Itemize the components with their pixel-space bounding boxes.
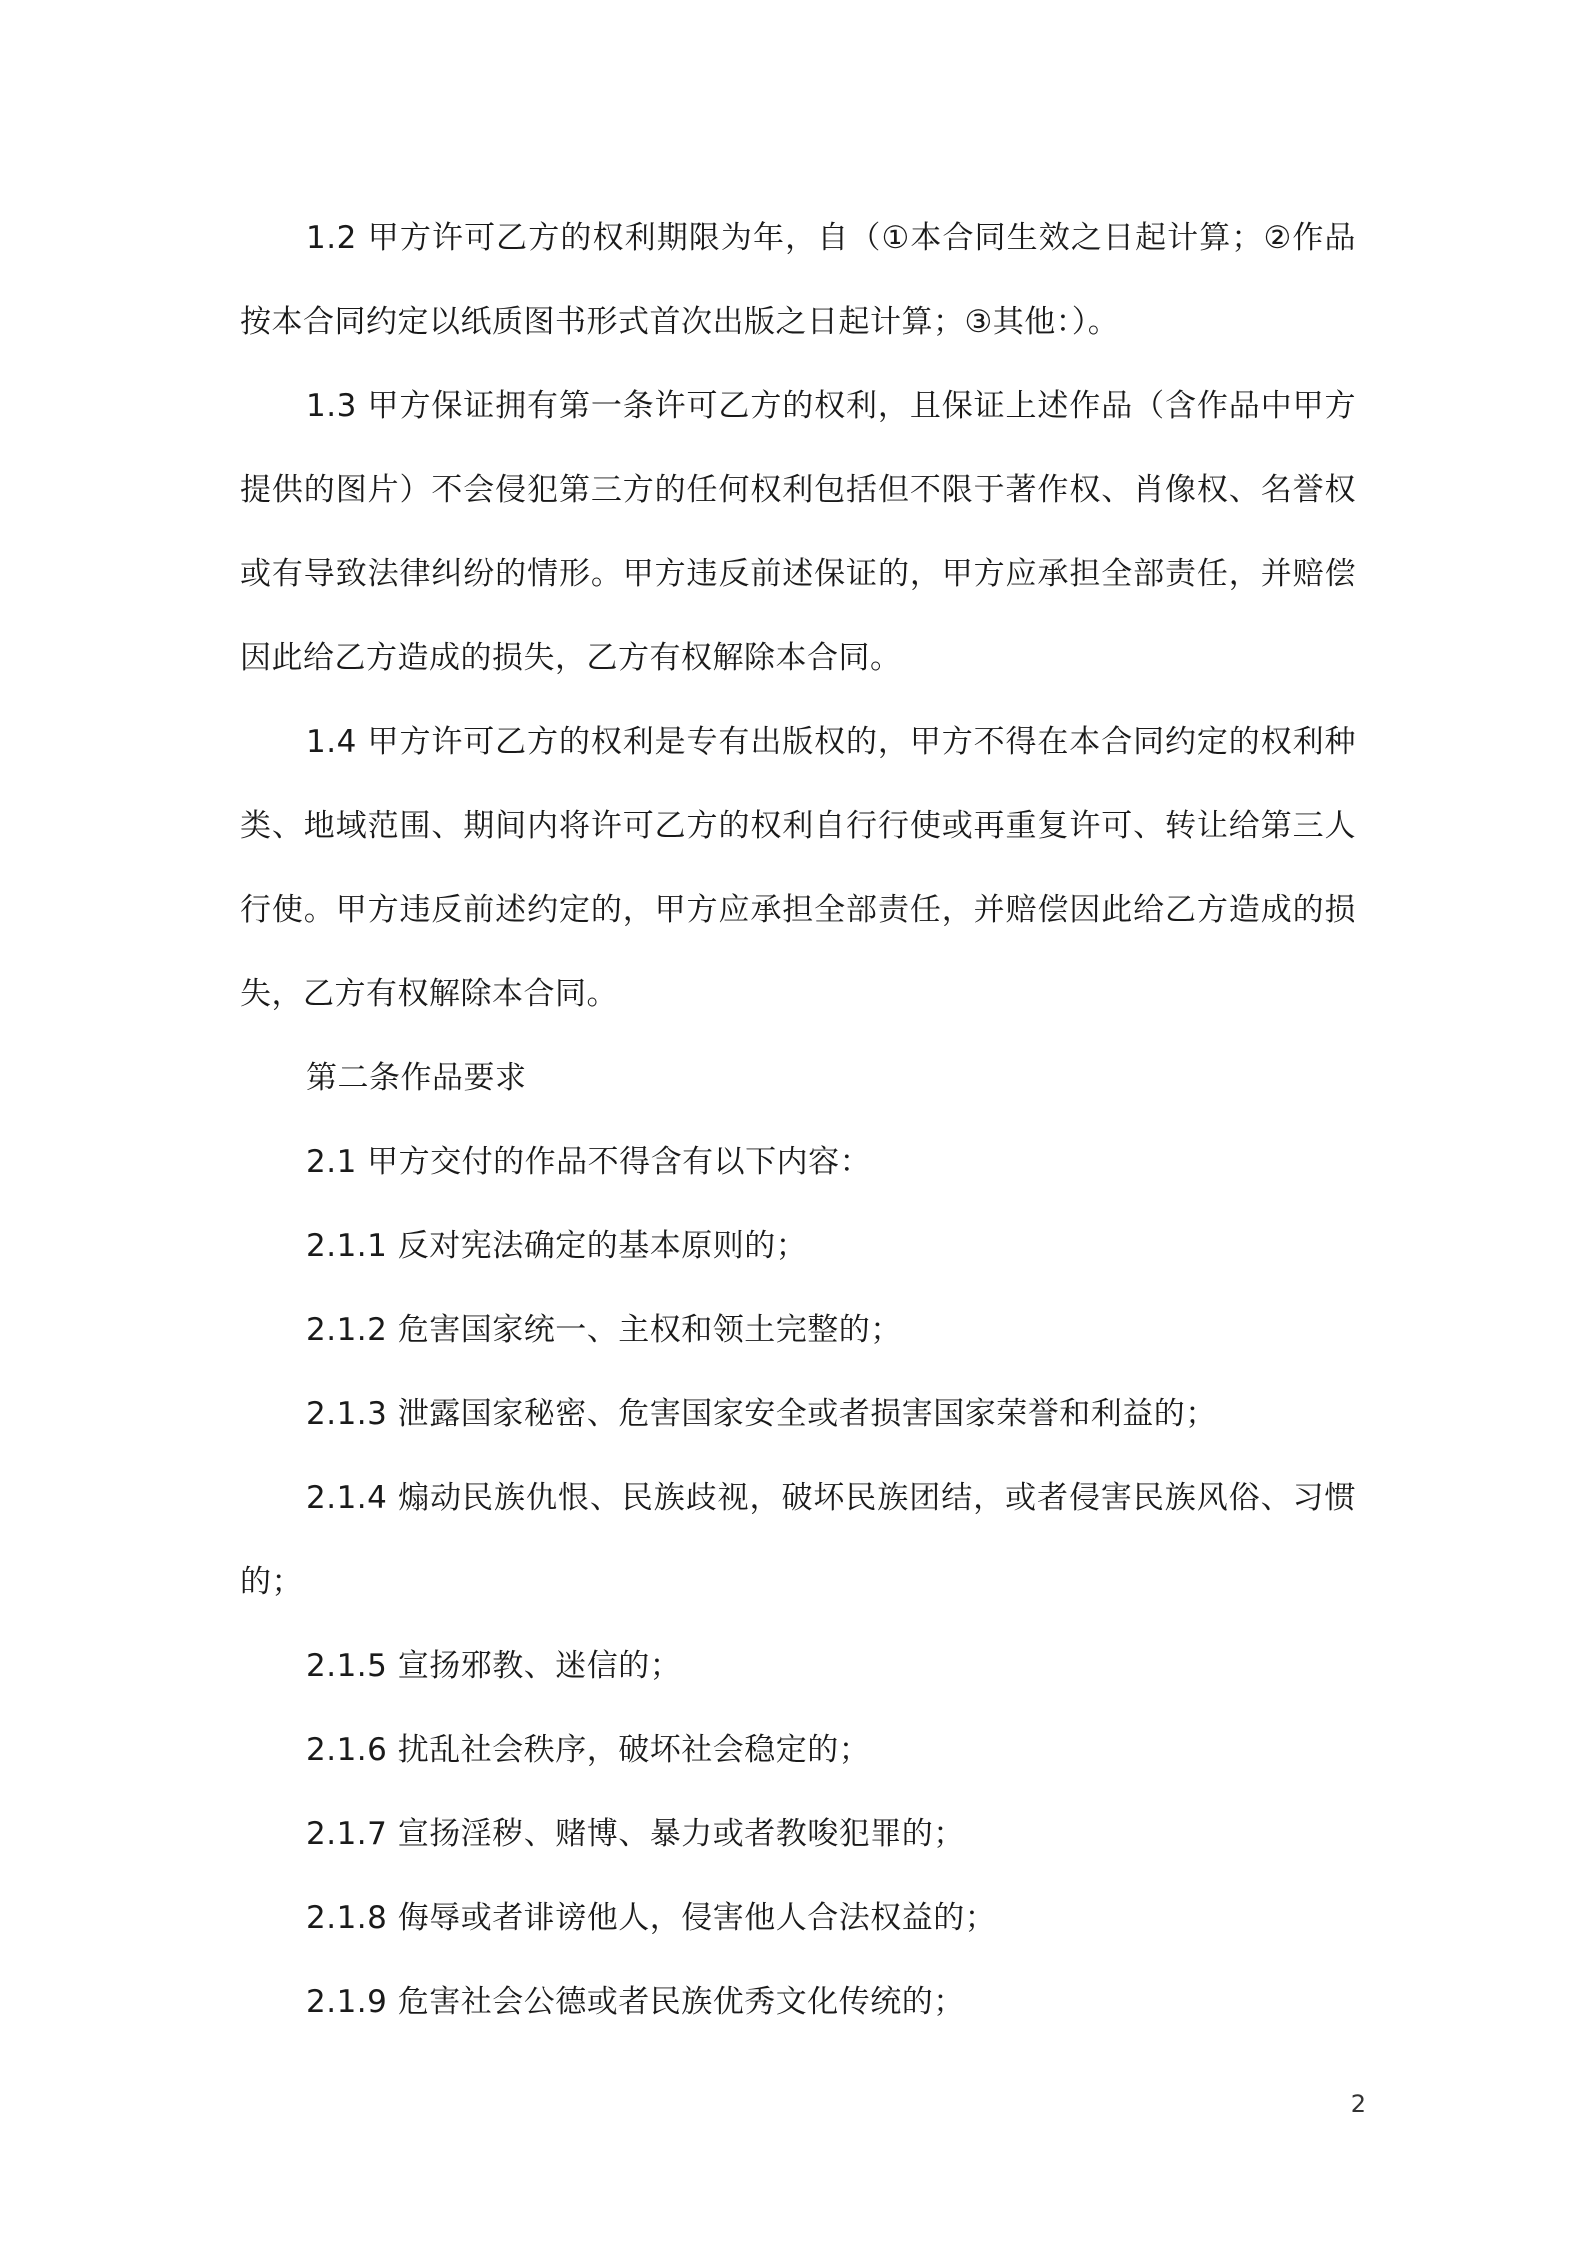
- document-body: [240, 196, 1356, 2044]
- clause-2-1-8: 2.1.8 侮辱或者诽谤他人，侵害他人合法权益的；: [306, 1900, 997, 1936]
- clause-2-1-9: 2.1.9 危害社会公德或者民族优秀文化传统的；: [306, 1984, 965, 2020]
- section-heading: 第二条作品要求: [306, 1060, 527, 1096]
- page-number: 2: [1350, 2090, 1366, 2118]
- clause-2-1-4: 2.1.4 煽动民族仇恨、民族歧视，破坏民族团结，或者侵害民族风俗、习惯的；: [240, 1480, 1356, 1600]
- clause-2-1-1: 2.1.1 反对宪法确定的基本原则的；: [306, 1228, 808, 1264]
- clause-2-1-3: 2.1.3 泄露国家秘密、危害国家安全或者损害国家荣誉和利益的；: [306, 1396, 1217, 1432]
- clause-1-3: 1.3 甲方保证拥有第一条许可乙方的权利，且保证上述作品（含作品中甲方提供的图片）不会侵犯第三方的任何权利包括但不限于著作权、肖像权、名誉权或有导致法律纠纷的情形。甲方违反前述保证的，甲方应承担全部责任，并赔偿因此给乙方造成的损失，乙方有权解除本合同。: [240, 388, 1356, 676]
- clause-2-1-2: 2.1.2 危害国家统一、主权和领土完整的；: [306, 1312, 902, 1348]
- clause-2-1: 2.1 甲方交付的作品不得含有以下内容：: [306, 1144, 872, 1180]
- clause-2-1-7: 2.1.7 宣扬淫秽、赌博、暴力或者教唆犯罪的；: [306, 1816, 965, 1852]
- clause-2-1-5: 2.1.5 宣扬邪教、迷信的；: [306, 1648, 682, 1684]
- clause-2-1-6: 2.1.6 扰乱社会秩序，破坏社会稳定的；: [306, 1732, 871, 1768]
- clause-1-4: 1.4 甲方许可乙方的权利是专有出版权的，甲方不得在本合同约定的权利种类、地域范围、期间内将许可乙方的权利自行行使或再重复许可、转让给第三人行使。甲方违反前述约定的，甲方应承担全部责任，并赔偿因此给乙方造成的损失，乙方有权解除本合同。: [240, 724, 1356, 1012]
- clause-1-2: 1.2 甲方许可乙方的权利期限为年，自（①本合同生效之日起计算；②作品按本合同约定以纸质图书形式首次出版之日起计算；③其他：）。: [240, 220, 1356, 340]
